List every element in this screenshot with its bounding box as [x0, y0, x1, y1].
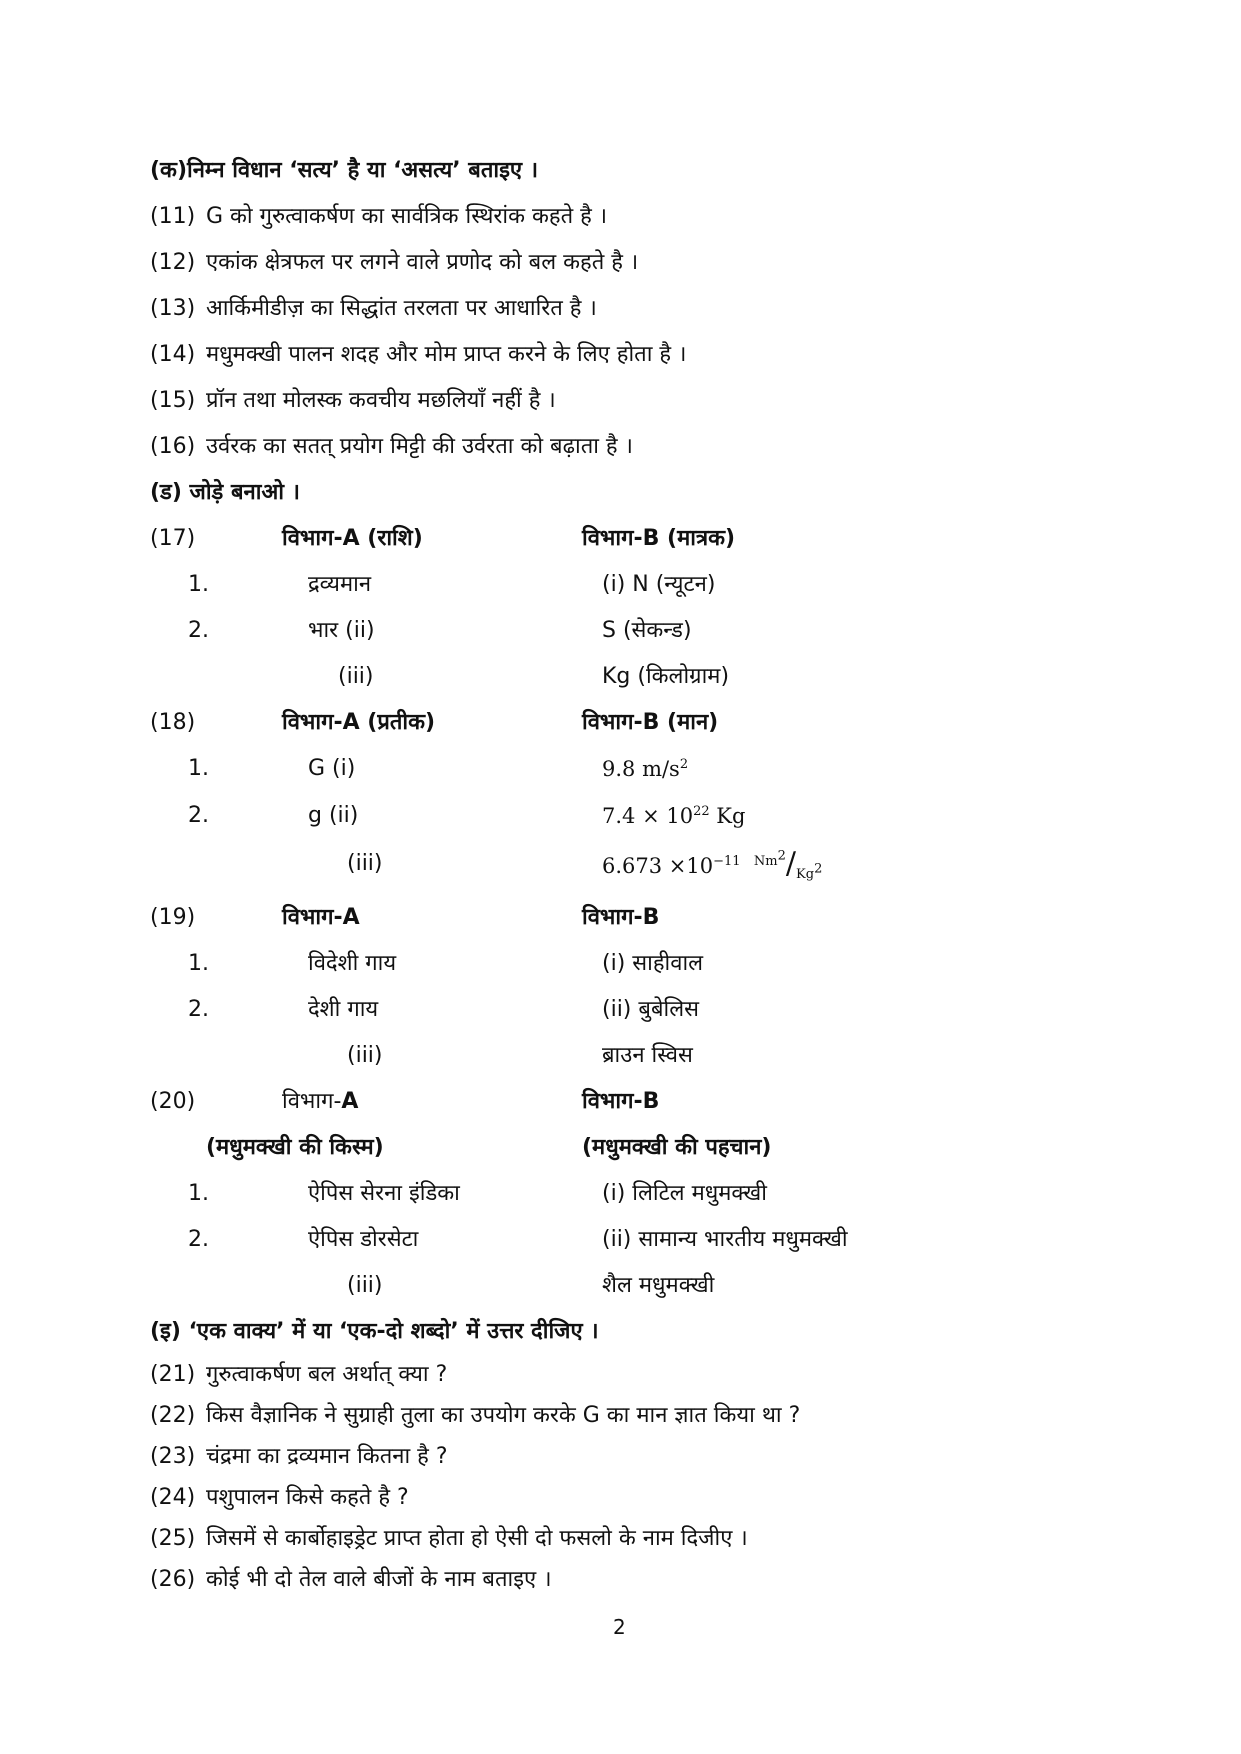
q20-row1-number: 1. [188, 1181, 209, 1206]
q20-row2-a: ऐपिस डोरसेटा [308, 1227, 419, 1252]
q18-row2-b-unit: Kg [709, 804, 746, 828]
q21-text: गुरुत्वाकर्षण बल अर्थात् क्या ? [206, 1362, 448, 1387]
q20-row3-a: (iii) [347, 1273, 383, 1298]
q20-row2-number: 2. [188, 1227, 209, 1252]
q17-row3-b: Kg (किलोग्राम) [602, 664, 730, 689]
section-i-heading: (इ) ‘एक वाक्य’ में या ‘एक-दो शब्दो’ में उत्तर दीजिए । [150, 1319, 599, 1344]
q20-row1-a: ऐपिस सेरना इंडिका [308, 1181, 460, 1206]
q18-row2-b-exponent: 22 [693, 804, 710, 819]
q18-row3-b-denominator-exponent: 2 [814, 861, 823, 877]
section-k-heading: (क)निम्न विधान ‘सत्य’ है या ‘असत्य’ बताइए । [150, 158, 539, 183]
q18-row1-number: 1. [188, 756, 209, 781]
q19-row1-b: (i) साहीवाल [602, 951, 704, 976]
q19-row2-number: 2. [188, 997, 209, 1022]
q25-text: जिसमें से कार्बोहाइड्रेट प्राप्त होता हो ऐसी दो फसलो के नाम दिजीए । [206, 1526, 748, 1551]
q18-row1-a: G (i) [308, 756, 356, 781]
q17-row1-number: 1. [188, 572, 209, 597]
q20-number: (20) [150, 1089, 196, 1114]
q23-number: (23) [150, 1444, 196, 1469]
q26-text: कोई भी दो तेल वाले बीजों के नाम बताइए । [206, 1567, 552, 1592]
q22-number: (22) [150, 1403, 196, 1428]
q19-row3-a: (iii) [347, 1043, 383, 1068]
q20-column-a-subheading: (मधुमक्खी की किस्म) [206, 1135, 384, 1160]
q18-row2-a: g (ii) [308, 803, 359, 828]
q18-row3-b-denominator: Kg [796, 867, 815, 883]
q18-row2-b [602, 801, 745, 831]
q21-number: (21) [150, 1362, 196, 1387]
q15-text: प्रॉन तथा मोलस्क कवचीय मछलियाँ नहीं है । [206, 388, 556, 413]
q18-row3-b [602, 846, 823, 883]
q20-row3-b: शैल मधुमक्खी [602, 1273, 715, 1298]
q18-number: (18) [150, 710, 196, 735]
page-number: 2 [613, 1615, 626, 1639]
q18-row3-b-exponent: −11 [713, 854, 741, 869]
q18-row3-b-base: 6.673 ×10 [602, 854, 714, 878]
q18-row1-b-base: 9.8 m/s [602, 757, 680, 781]
q23-text: चंद्रमा का द्रव्यमान कितना है ? [206, 1444, 448, 1469]
q19-number: (19) [150, 905, 196, 930]
q17-row3-a: (iii) [338, 664, 374, 689]
q18-row3-a: (iii) [347, 851, 383, 876]
q17-number: (17) [150, 526, 196, 551]
q19-column-a-heading: विभाग-A [282, 905, 360, 930]
q18-row3-b-numerator-exponent: 2 [777, 848, 786, 864]
q24-text: पशुपालन किसे कहते है ? [206, 1485, 409, 1510]
q19-row2-a: देशी गाय [308, 997, 379, 1022]
q17-row2-number: 2. [188, 618, 209, 643]
q12-number: (12) [150, 250, 196, 275]
q20-column-b-subheading: (मधुमक्खी की पहचान) [582, 1135, 772, 1160]
q11-text: G को गुरुत्वाकर्षण का सार्वत्रिक स्थिरांक कहते है । [206, 204, 608, 229]
q18-row2-b-base: 7.4 × 10 [602, 804, 694, 828]
q20-row1-b: (i) लिटिल मधुमक्खी [602, 1181, 767, 1206]
q19-row3-b: ब्राउन स्विस [602, 1043, 693, 1068]
q20-column-a-prefix: विभाग- [282, 1089, 342, 1114]
q20-column-a-heading [282, 1087, 358, 1117]
q17-row1-b: (i) N (न्यूटन) [602, 572, 716, 597]
q16-number: (16) [150, 434, 196, 459]
q18-row3-b-fraction-slash: / [785, 846, 797, 881]
q18-row2-number: 2. [188, 803, 209, 828]
q18-row1-b [602, 754, 688, 784]
section-d-heading: (ड) जोड़े बनाओ । [150, 480, 300, 505]
q19-row1-a: विदेशी गाय [308, 951, 397, 976]
q25-number: (25) [150, 1526, 196, 1551]
q11-number: (11) [150, 204, 196, 229]
q26-number: (26) [150, 1567, 196, 1592]
q13-text: आर्किमीडीज़ का सिद्धांत तरलता पर आधारित है । [206, 296, 597, 321]
q17-row1-a: द्रव्यमान [308, 572, 372, 597]
q18-column-a-heading: विभाग-A (प्रतीक) [282, 710, 436, 735]
q20-column-b-heading: विभाग-B [582, 1089, 660, 1114]
q13-number: (13) [150, 296, 196, 321]
q16-text: उर्वरक का सतत् प्रयोग मिट्टी की उर्वरता को बढ़ाता है । [206, 434, 633, 459]
q14-number: (14) [150, 342, 196, 367]
q19-row2-b: (ii) बुबेलिस [602, 997, 699, 1022]
q20-row2-b: (ii) सामान्य भारतीय मधुमक्खी [602, 1227, 848, 1252]
q17-column-a-heading: विभाग-A (राशि) [282, 526, 423, 551]
q22-text: किस वैज्ञानिक ने सुग्राही तुला का उपयोग करके G का मान ज्ञात किया था ? [206, 1403, 801, 1428]
q24-number: (24) [150, 1485, 196, 1510]
q12-text: एकांक क्षेत्रफल पर लगने वाले प्रणोद को बल कहते है । [206, 250, 639, 275]
q14-text: मधुमक्खी पालन शदह और मोम प्राप्त करने के लिए होता है । [206, 342, 687, 367]
q17-row2-a: भार (ii) [308, 618, 375, 643]
q18-row3-b-numerator: Nm [753, 854, 778, 869]
q17-column-b-heading: विभाग-B (मात्रक) [582, 526, 736, 551]
q18-column-b-heading: विभाग-B (मान) [582, 710, 719, 735]
q18-row1-b-exponent: 2 [679, 757, 689, 772]
q19-row1-number: 1. [188, 951, 209, 976]
q17-row2-b: S (सेकन्ड) [602, 618, 692, 643]
q20-column-a-suffix: A [341, 1089, 359, 1114]
q15-number: (15) [150, 388, 196, 413]
q19-column-b-heading: विभाग-B [582, 905, 660, 930]
